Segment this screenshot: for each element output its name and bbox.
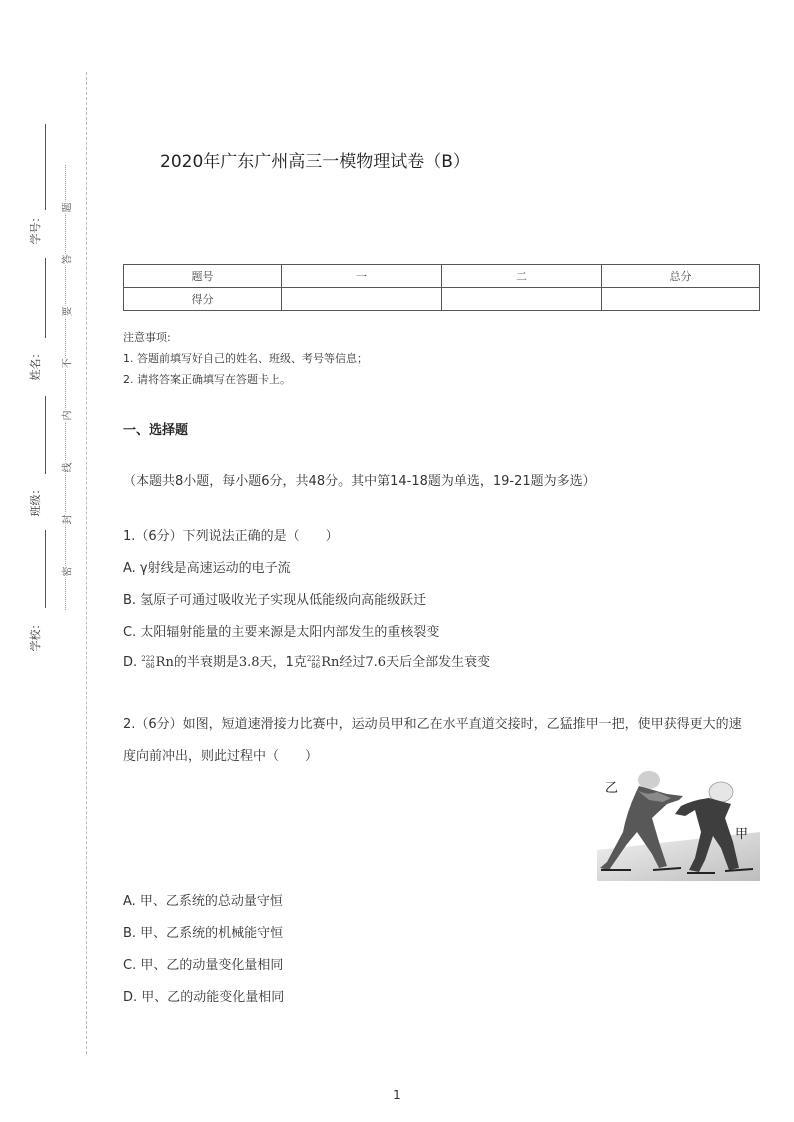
question-1-option-c: C. 太阳辐射能量的主要来源是太阳内部发生的重核裂变 (123, 625, 440, 640)
mass-number: 222 (306, 654, 321, 663)
section-heading: 一、选择题 (123, 423, 189, 438)
question-2-option-c: C. 甲、乙的动量变化量相同 (123, 958, 284, 973)
seal-char-ti: 题 (59, 202, 74, 214)
score-cell (442, 288, 602, 311)
mass-number: 222 (141, 654, 155, 663)
table-header-cell: 二 (442, 265, 602, 288)
seal-char-nei: 内 (59, 410, 74, 422)
element-symbol: Rn (155, 655, 174, 670)
score-table (123, 264, 760, 311)
element-symbol: Rn (321, 655, 340, 670)
name-line (45, 258, 46, 338)
table-header-cell: 总分 (602, 265, 760, 288)
seal-char-da: 答 (59, 254, 74, 266)
question-2-stem: 2.（6分）如图，短道速滑接力比赛中，运动员甲和乙在水平直道交接时，乙猛推甲一把，使甲获得更大的速度向前冲出，则此过程中（ ） (123, 717, 742, 764)
days-value: 7.6天 (365, 655, 400, 670)
name-label: 姓名： (29, 347, 42, 381)
table-row-label: 得分 (124, 288, 282, 311)
question-1-stem: 1.（6分）下列说法正确的是（ ） (123, 529, 339, 544)
question-2-option-b: B. 甲、乙系统的机械能守恒 (123, 926, 284, 941)
seal-char-xian: 线 (59, 462, 74, 474)
student-id-line (45, 124, 46, 210)
seal-char-bu: 不 (59, 358, 74, 370)
question-2-option-d: D. 甲、乙的动能变化量相同 (123, 990, 285, 1005)
binding-margin-dashed-line (86, 72, 87, 1054)
seal-dotted-line (65, 165, 66, 610)
table-row (124, 288, 760, 311)
score-cell (602, 288, 760, 311)
option-d-prefix: D. (123, 655, 142, 670)
notes-heading: 注意事项: (123, 331, 171, 344)
question-2-option-a: A. 甲、乙系统的总动量守恒 (123, 894, 283, 909)
option-d-text: 的半衰期是 (173, 655, 239, 670)
option-d-text: 经过 (339, 655, 366, 670)
page-number: 1 (393, 1088, 401, 1102)
option-d-text: ，1克 (272, 655, 307, 670)
nuclide-notation (141, 656, 154, 670)
skater-label-yi: 乙 (605, 781, 619, 796)
exam-title: 2020年广东广州高三一模物理试卷（B） (160, 152, 470, 172)
nuclide-notation (307, 656, 320, 670)
question-1-option-b: B. 氢原子可通过吸收光子实现从低能级向高能级跃迁 (123, 593, 427, 608)
half-life-value: 3.8天 (238, 655, 273, 670)
table-header-cell: 一 (282, 265, 442, 288)
notes-item: 1. 答题前填写好自己的姓名、班级、考号等信息； (123, 352, 368, 365)
school-label: 学校： (29, 618, 42, 652)
atomic-number: 86 (311, 661, 321, 670)
school-line (45, 530, 46, 608)
table-row (124, 265, 760, 288)
score-cell (282, 288, 442, 311)
class-line (45, 396, 46, 474)
notes-block (123, 327, 368, 390)
class-label: 班级： (29, 483, 42, 517)
seal-char-mi: 密 (59, 566, 74, 578)
skater-label-jia: 甲 (735, 827, 749, 842)
notes-item: 2. 请将答案正确填写在答题卡上。 (123, 373, 291, 386)
option-d-text: 后全部发生衰变 (399, 655, 491, 670)
section-instruction: （本题共8小题，每小题6分，共48分。其中第14-18题为单选，19-21题为多选） (123, 474, 596, 489)
atomic-number: 86 (145, 661, 155, 670)
student-id-label: 学号： (29, 211, 42, 245)
table-header-cell: 题号 (124, 265, 282, 288)
question-1-option-a: A. γ射线是高速运动的电子流 (123, 561, 291, 576)
seal-char-feng: 封 (59, 514, 74, 526)
seal-char-yao: 要 (59, 306, 74, 318)
question-1-option-d (123, 651, 490, 670)
speed-skating-photo (597, 770, 760, 881)
